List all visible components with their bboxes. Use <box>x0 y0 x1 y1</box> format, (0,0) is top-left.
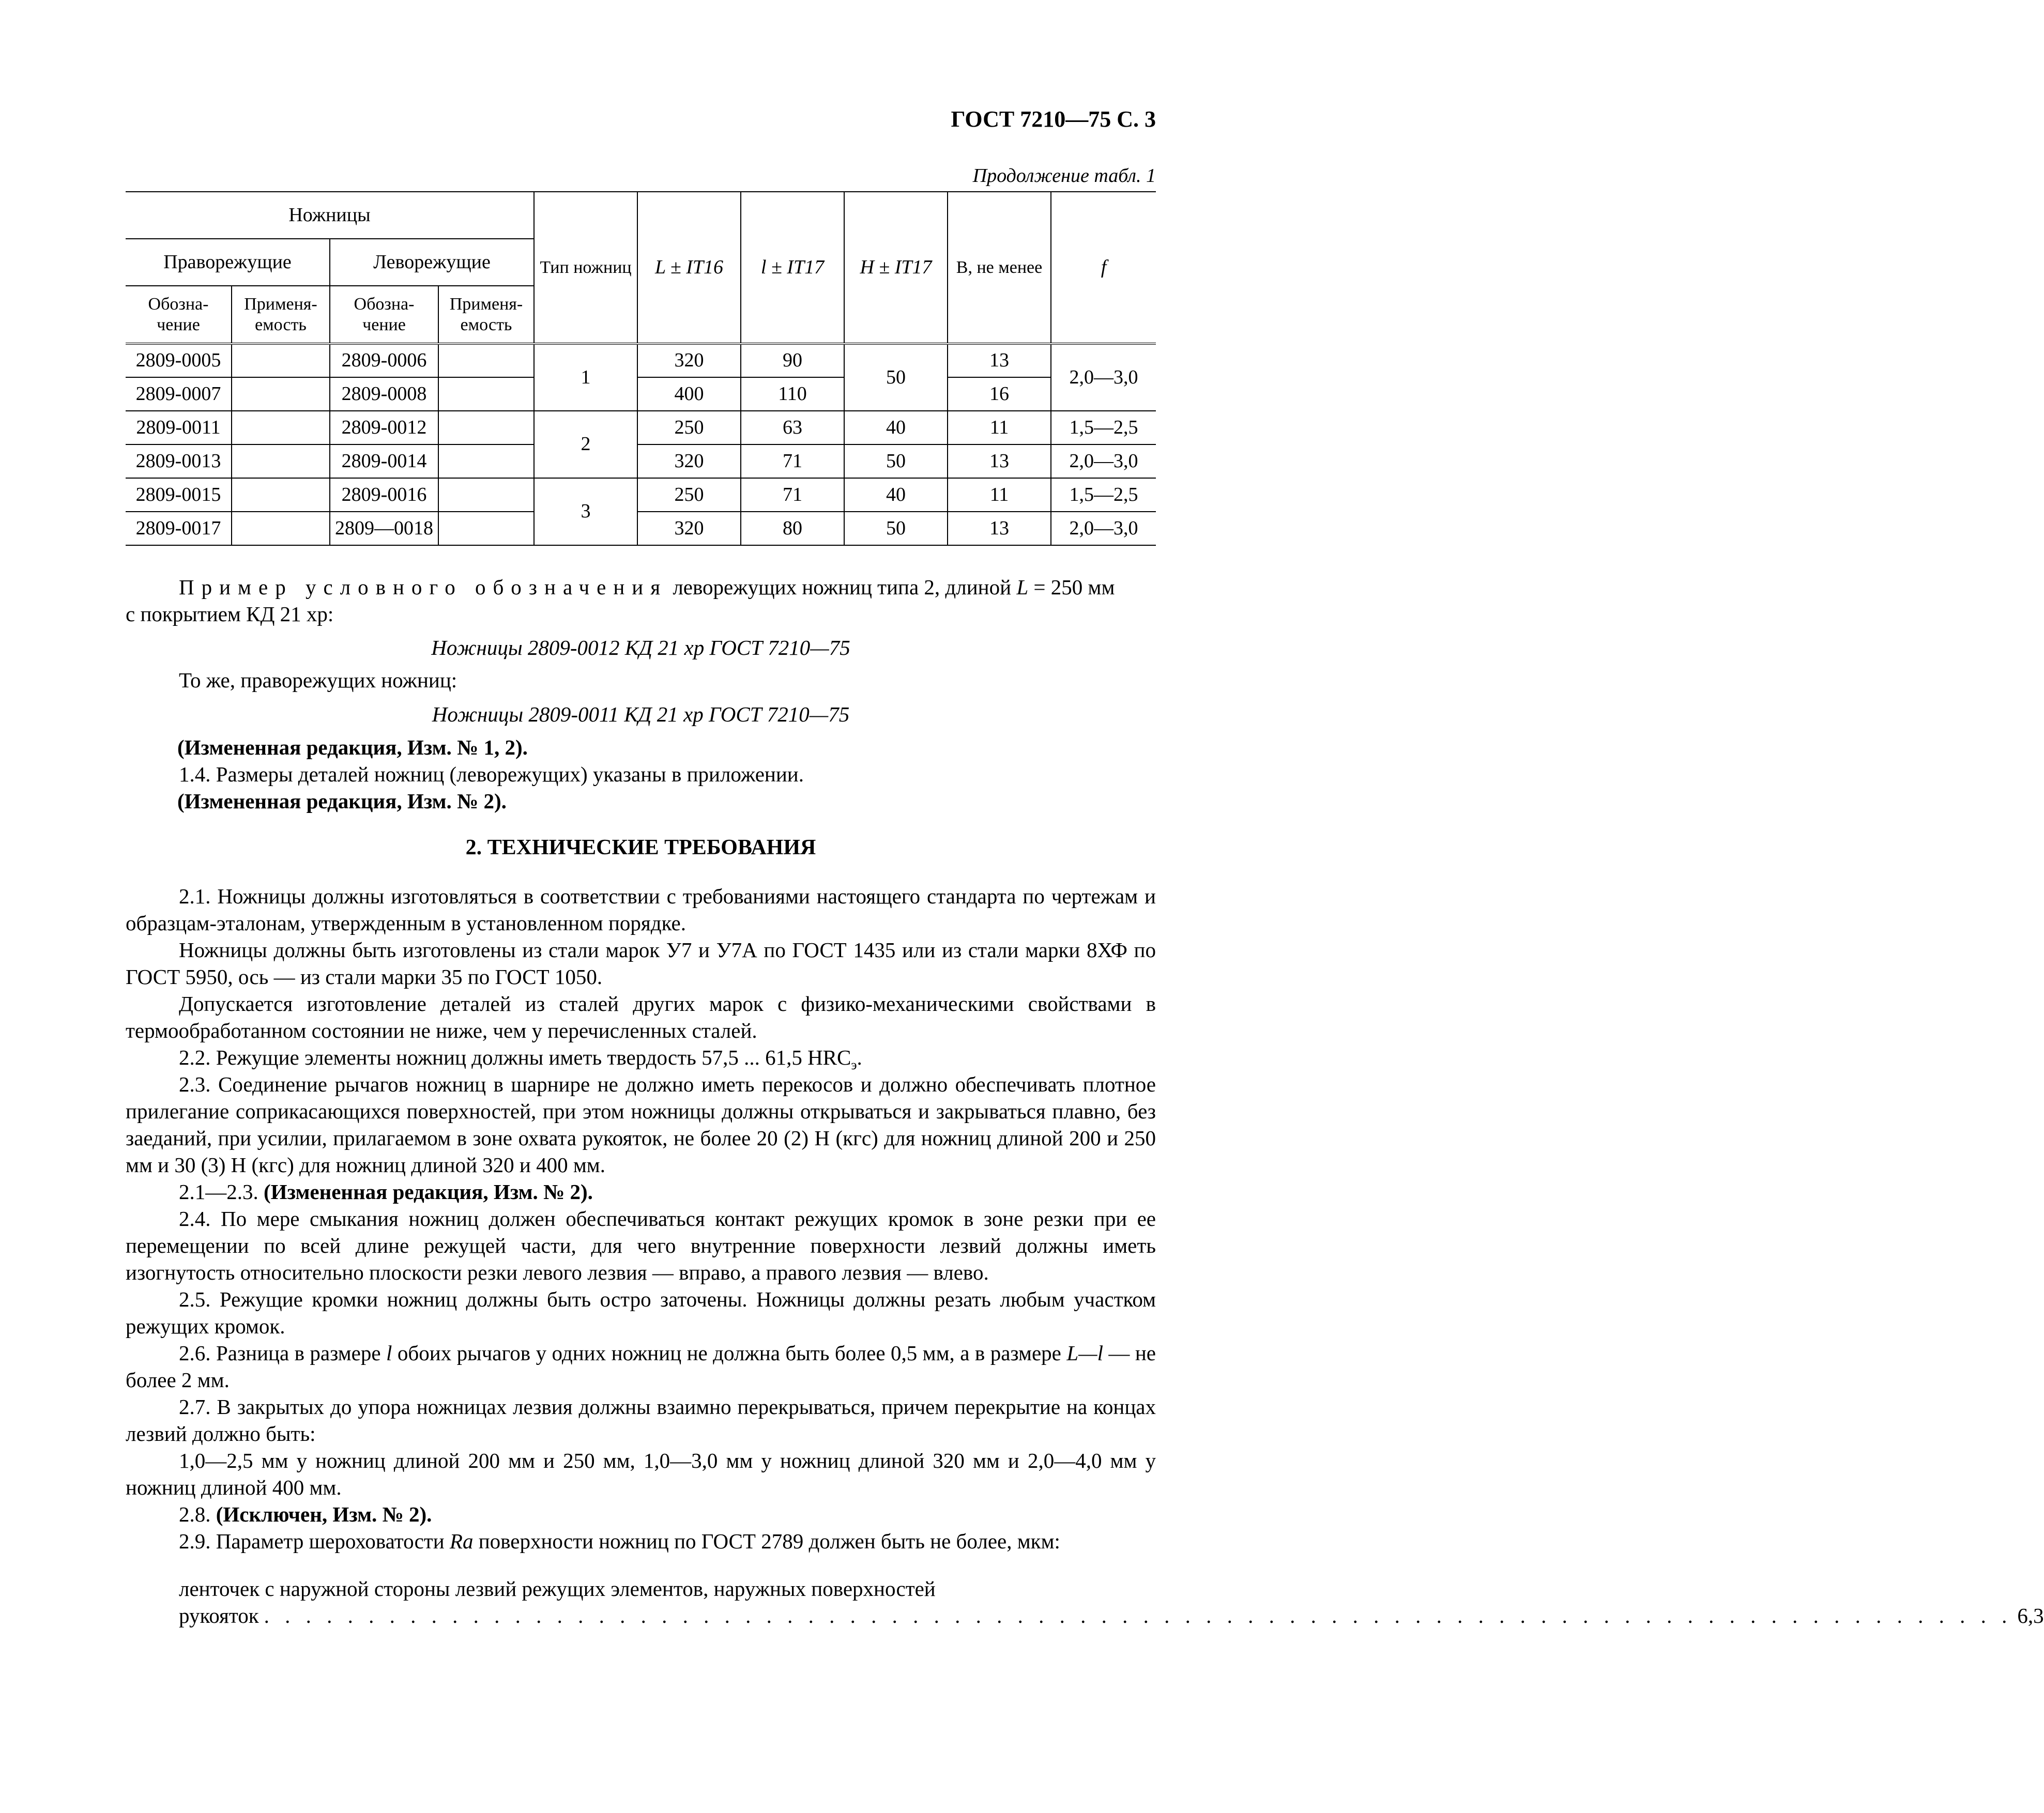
table-header-l: l ± IT17 <box>741 192 844 344</box>
table-header-designation-right: Обозна-чение <box>126 286 232 344</box>
cell-f: 2,0—3,0 <box>1051 344 1156 411</box>
cell-l: 71 <box>741 444 844 478</box>
cell-B: 13 <box>948 344 1051 377</box>
cell-right-designation: 2809-0011 <box>126 411 232 444</box>
cell-f: 2,0—3,0 <box>1051 444 1156 478</box>
example-formula-2: Ножницы 2809-0011 КД 21 хр ГОСТ 7210—75 <box>432 702 850 726</box>
p2-9a: 2.9. Параметр шероховатости <box>179 1529 450 1553</box>
table-header-right-cut: Праворежущие <box>126 239 330 286</box>
cell-L: 320 <box>637 512 741 545</box>
cell-left-designation: 2809-0006 <box>330 344 438 377</box>
cell-B: 13 <box>948 512 1051 545</box>
table-header-f: f <box>1051 192 1156 344</box>
cell-f: 1,5—2,5 <box>1051 478 1156 512</box>
table-header-B: B, не менее <box>948 192 1051 344</box>
cell-type: 3 <box>534 478 637 545</box>
cell-l: 110 <box>741 377 844 411</box>
cell-right-applicability <box>232 411 330 444</box>
roughness-item-label: рукояток <box>179 1604 259 1627</box>
p2-9-Ra: Ra <box>449 1529 474 1553</box>
cell-L: 250 <box>637 478 741 512</box>
p2-2-text: 2.2. Режущие элементы ножниц должны иметь твердость 57,5 ... 61,5 HRC <box>179 1046 851 1069</box>
p2-6b: обоих рычагов у одних ножниц не должна быть более 0,5 мм, а в размере <box>392 1341 1067 1365</box>
example-paragraph <box>126 574 1156 601</box>
table-header-left-cut: Леворежущие <box>330 239 534 286</box>
cell-f: 2,0—3,0 <box>1051 512 1156 545</box>
paragraph-2-1c: Допускается изготовление деталей из сталей других марок с физико-механическими свойствами в термообработанном состоянии не ниже, чем у перечисленных сталей. <box>126 992 1156 1042</box>
paragraph-2-9 <box>126 1528 1156 1555</box>
p2-2-end: . <box>857 1046 862 1069</box>
cell-left-designation: 2809-0008 <box>330 377 438 411</box>
table-header-L: L ± IT16 <box>637 192 741 344</box>
table-continuation-caption: Продолжение табл. 1 <box>972 165 1156 187</box>
cell-B: 16 <box>948 377 1051 411</box>
p2-6-L: L—l <box>1066 1341 1103 1365</box>
cell-right-applicability <box>232 478 330 512</box>
p2-8-lead: 2.8. <box>179 1502 216 1526</box>
p2-1-3-lead: 2.1—2.3. <box>179 1180 264 1204</box>
p2-6a: 2.6. Разница в размере <box>179 1341 387 1365</box>
cell-right-applicability <box>232 377 330 411</box>
cell-left-applicability <box>438 377 534 411</box>
example-formula-1: Ножницы 2809-0012 КД 21 хр ГОСТ 7210—75 <box>431 636 850 659</box>
paragraph-2-3: 2.3. Соединение рычагов ножниц в шарнире не должно иметь перекосов и должно обеспечивать плотное прилегание соприкасающихся поверхностей, при этом ножницы должны открываться и закрываться плавно, без заеданий, при усилии, прилагаемом в зоне охвата рукояток, не более 20 (2) Н (кгс) для ножниц длиной 200 и 250 мм и 30 (3) Н (кгс) для ножниц длиной 320 и 400 мм. <box>126 1072 1156 1177</box>
example-line-2: с покрытием КД 21 хр: <box>126 602 334 626</box>
roughness-item-value: 6,3 <box>2017 1604 2044 1627</box>
cell-left-designation: 2809—0018 <box>330 512 438 545</box>
paragraph-2-1-2-3 <box>126 1178 1156 1205</box>
table-header-type: Тип ножниц <box>534 192 637 344</box>
cell-right-applicability <box>232 344 330 377</box>
cell-H: 40 <box>844 478 948 512</box>
amendment-note-2: (Измененная редакция, Изм. № 2). <box>177 789 507 813</box>
cell-B: 11 <box>948 411 1051 444</box>
example-rest: леворежущих ножниц типа 2, длиной <box>667 575 1017 599</box>
cell-B: 13 <box>948 444 1051 478</box>
example-tail: = 250 мм <box>1028 575 1115 599</box>
cell-right-applicability <box>232 512 330 545</box>
cell-left-applicability <box>438 512 534 545</box>
cell-l: 80 <box>741 512 844 545</box>
roughness-item-line-1: ленточек с наружной стороны лезвий режущих элементов, наружных поверхностей <box>179 1577 936 1601</box>
cell-l: 63 <box>741 411 844 444</box>
table-header-applicability-right: Применя-емость <box>232 286 330 344</box>
table-row <box>126 478 1156 512</box>
table-header-scissors: Ножницы <box>126 192 534 239</box>
cell-right-designation: 2809-0007 <box>126 377 232 411</box>
p2-9b: поверхности ножниц по ГОСТ 2789 должен быть не более, мкм: <box>473 1529 1060 1553</box>
cell-type: 1 <box>534 344 637 411</box>
cell-L: 250 <box>637 411 741 444</box>
cell-type: 2 <box>534 411 637 478</box>
paragraph-2-8 <box>126 1501 1156 1528</box>
p2-2-subscript: э <box>851 1057 857 1073</box>
cell-f: 1,5—2,5 <box>1051 411 1156 444</box>
cell-L: 400 <box>637 377 741 411</box>
cell-l: 71 <box>741 478 844 512</box>
cell-left-designation: 2809-0014 <box>330 444 438 478</box>
table-row <box>126 444 1156 478</box>
cell-H: 50 <box>844 444 948 478</box>
cell-H: 50 <box>844 512 948 545</box>
p2-1-3-bold: (Измененная редакция, Изм. № 2). <box>264 1180 593 1204</box>
section-2-title: 2. ТЕХНИЧЕСКИЕ ТРЕБОВАНИЯ <box>465 836 816 859</box>
cell-H: 40 <box>844 411 948 444</box>
same-right-text: То же, праворежущих ножниц: <box>179 668 457 692</box>
cell-right-designation: 2809-0017 <box>126 512 232 545</box>
table-row <box>126 344 1156 377</box>
table-row <box>126 377 1156 411</box>
cell-right-applicability <box>232 444 330 478</box>
cell-left-applicability <box>438 478 534 512</box>
paragraph-1-4: 1.4. Размеры деталей ножниц (леворежущих) указаны в приложении. <box>179 762 804 786</box>
cell-left-applicability <box>438 344 534 377</box>
page-header-title: ГОСТ 7210—75 С. 3 <box>951 106 1156 132</box>
cell-left-applicability <box>438 411 534 444</box>
leader-dots: . . . . . . . . . . . . . . . . . . . . . . . . . . . . . . . . . . . . . . . . . . . . . . . . . . . . . . . . . . . . . . . . . . . . . . . . . . . . . . . . . . . . <box>264 1604 2012 1627</box>
table-row <box>126 512 1156 545</box>
example-L-symbol: L <box>1016 575 1029 599</box>
cell-right-designation: 2809-0015 <box>126 478 232 512</box>
cell-L: 320 <box>637 444 741 478</box>
cell-left-designation: 2809-0012 <box>330 411 438 444</box>
cell-B: 11 <box>948 478 1051 512</box>
paragraph-2-4: 2.4. По мере смыкания ножниц должен обеспечиваться контакт режущих кромок в зоне резки при ее перемещении по всей длине режущей части, для чего внутренние поверхности лезвий должны иметь изогнутость относительно плоскости резки левого лезвия — вправо, а правого лезвия — влево. <box>126 1207 1156 1284</box>
table-header-applicability-left: Применя-емость <box>438 286 534 344</box>
p2-6-l: l <box>386 1341 392 1365</box>
cell-right-designation: 2809-0005 <box>126 344 232 377</box>
table-header-H: H ± IT17 <box>844 192 948 344</box>
paragraph-2-1a: 2.1. Ножницы должны изготовляться в соответствии с требованиями настоящего стандарта по чертежам и образцам-эталонам, утвержденным в установленном порядке. <box>126 884 1156 935</box>
example-spaced-lead: Пример условного обозначения <box>179 575 668 599</box>
paragraph-2-5: 2.5. Режущие кромки ножниц должны быть остро заточены. Ножницы должны резать любым участком режущих кромок. <box>126 1287 1156 1338</box>
amendment-note-1: (Измененная редакция, Изм. № 1, 2). <box>177 735 528 759</box>
paragraph-2-6 <box>126 1340 1156 1393</box>
cell-left-applicability <box>438 444 534 478</box>
cell-L: 320 <box>637 344 741 377</box>
cell-l: 90 <box>741 344 844 377</box>
table-row <box>126 411 1156 444</box>
p2-6c: — не более 2 мм. <box>126 1341 1156 1392</box>
cell-left-designation: 2809-0016 <box>330 478 438 512</box>
cell-right-designation: 2809-0013 <box>126 444 232 478</box>
paragraph-2-7: 2.7. В закрытых до упора ножницах лезвия должны взаимно перекрываться, причем перекрытие на концах лезвий должно быть: <box>126 1395 1156 1446</box>
paragraph-2-1b: Ножницы должны быть изготовлены из стали марок У7 и У7А по ГОСТ 1435 или из стали марки 8ХФ по ГОСТ 5950, ось — из стали марки 35 по ГОСТ 1050. <box>126 938 1156 989</box>
p2-8-bold: (Исключен, Изм. № 2). <box>216 1502 432 1526</box>
cell-H: 50 <box>844 344 948 411</box>
table-header-designation-left: Обозна-чение <box>330 286 438 344</box>
scissors-spec-table <box>126 191 1156 546</box>
paragraph-2-7b: 1,0—2,5 мм у ножниц длиной 200 мм и 250 мм, 1,0—3,0 мм у ножниц длиной 320 мм и 2,0—4,0 мм у ножниц длиной 400 мм. <box>126 1449 1156 1499</box>
roughness-item-line-2 <box>179 1602 2044 1629</box>
